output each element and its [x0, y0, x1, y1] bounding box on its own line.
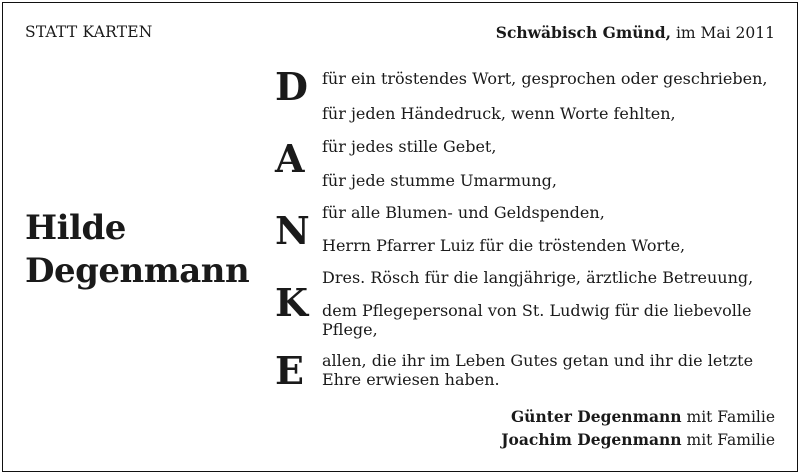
danke-letter-d: D: [275, 64, 308, 109]
thanks-line-6: Herrn Pfarrer Luiz für die tröstenden Worte,: [322, 236, 686, 255]
thanks-line-5: für alle Blumen- und Geldspenden,: [322, 203, 605, 222]
deceased-name: [25, 207, 249, 293]
header-date: im Mai 2011: [675, 24, 775, 42]
thanks-line-7: Dres. Rösch für die langjährige, ärztliche Betreuung,: [322, 268, 754, 287]
thanks-line-2: für jeden Händedruck, wenn Worte fehlten,: [322, 104, 676, 123]
thanks-line-3: für jedes stille Gebet,: [322, 137, 497, 156]
thanks-line-9: allen, die ihr im Leben Gutes getan und ihr die letzte Ehre erwiesen haben.: [322, 351, 754, 389]
thanks-line-8: dem Pflegepersonal von St. Ludwig für die liebevolle Pflege,: [322, 301, 752, 339]
deceased-first-name: Hilde: [25, 208, 126, 248]
header-statt-karten: STATT KARTEN: [25, 23, 153, 41]
signature-guenter: [511, 407, 775, 426]
signature-guenter-suffix: mit Familie: [686, 408, 775, 426]
signature-joachim-name: Joachim Degenmann: [501, 430, 682, 449]
deceased-last-name: Degenmann: [25, 251, 250, 291]
danke-letter-n: N: [275, 208, 310, 253]
signature-joachim: [501, 430, 775, 449]
danke-letter-e: E: [275, 348, 304, 393]
signature-joachim-suffix: mit Familie: [686, 431, 775, 449]
obituary-card: [2, 2, 798, 472]
header-place-date: [496, 23, 775, 42]
thanks-line-1: für ein tröstendes Wort, gesprochen oder geschrieben,: [322, 69, 768, 88]
header-place: Schwäbisch Gmünd,: [495, 23, 672, 42]
danke-letter-a: A: [275, 136, 305, 181]
thanks-line-4: für jede stumme Umarmung,: [322, 171, 557, 190]
signature-guenter-name: Günter Degenmann: [510, 407, 682, 426]
danke-letter-k: K: [275, 280, 309, 325]
